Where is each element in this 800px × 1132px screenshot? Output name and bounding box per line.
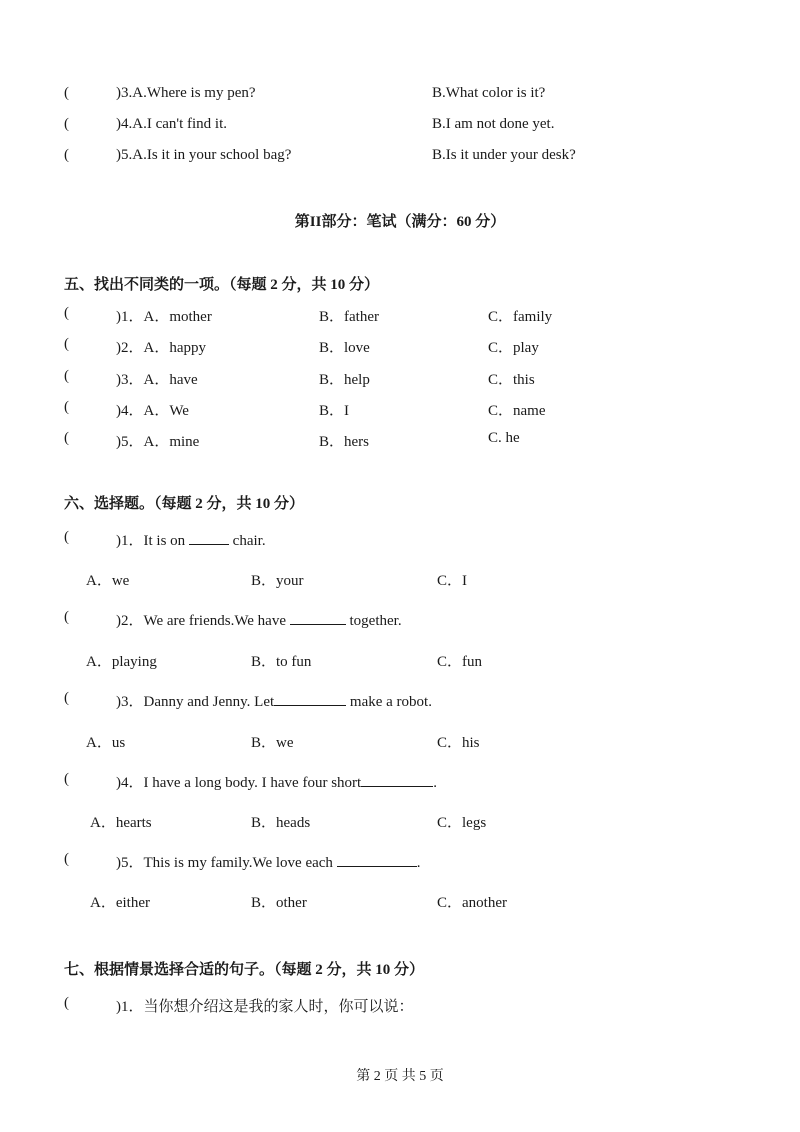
section6-options-4 [0,811,800,831]
section5-question-3 [0,368,800,388]
part2-title: 第II部分：笔试（满分：60 分） [294,214,506,230]
option-b: B．to fun [251,654,312,670]
option-c: C．play [488,340,539,356]
section7-heading: 七、根据情景选择合适的句子。（每题 2 分，共 10 分） [64,962,425,978]
section6-question-1 [0,529,800,549]
page-number: 第 2 页 共 5 页 [356,1069,444,1084]
option-a: A．us [86,735,126,751]
section6-question-3 [0,690,800,710]
answer-blank [274,691,346,706]
answer-paren: ( [64,368,69,384]
option-b: B．your [251,573,304,589]
question-stem [116,529,266,550]
answer-paren: ( [64,609,69,625]
question-stem [116,851,420,872]
answer-paren: ( [64,430,69,446]
section6-options-5 [0,891,800,911]
stem-text: )2．We are friends.We have [116,613,290,629]
answer-paren: ( [64,529,69,545]
answer-paren: ( [64,305,69,321]
option-c: C．his [437,735,480,751]
listening-question-5 [0,147,800,167]
section7-question-1 [0,995,800,1015]
option-a: A．playing [86,654,157,670]
section5-heading: 五、找出不同类的一项。（每题 2 分，共 10 分） [64,277,380,293]
option-a: A．we [86,573,130,589]
option-b: B．father [319,309,379,325]
option-a: )5.A.Is it in your school bag? [116,147,292,163]
stem-text: make a robot. [346,694,432,710]
section6-question-5 [0,851,800,871]
section6-options-3 [0,731,800,751]
option-b: B．heads [251,815,311,831]
option-a: )4．A．We [116,403,189,419]
section6-options-2 [0,650,800,670]
answer-blank [337,852,417,867]
section5-question-2 [0,336,800,356]
option-c: C．another [437,895,507,911]
option-b: B．we [251,735,294,751]
option-c: C．family [488,309,553,325]
option-b: B.I am not done yet. [432,116,555,132]
stem-text: . [416,855,421,871]
option-b: B.What color is it? [432,85,546,101]
option-b: B.Is it under your desk? [432,147,576,163]
stem-text: . [433,775,437,791]
option-a: )3.A.Where is my pen? [116,85,256,101]
option-b: B．I [319,403,350,419]
answer-paren: ( [64,399,69,415]
answer-paren: ( [64,85,69,101]
stem-text: )5．This is my family.We love each [116,855,337,871]
listening-question-3 [0,85,800,105]
answer-paren: ( [64,851,69,867]
stem-text: )1．It is on [116,533,189,549]
section5-question-4 [0,399,800,419]
stem-text: )4．I have a long body. I have four short [116,775,362,791]
option-c: C. he [488,430,520,446]
section5-question-1 [0,305,800,325]
option-c: C．legs [437,815,487,831]
question-stem [116,609,402,630]
option-c: C．I [437,573,468,589]
answer-blank [290,610,346,625]
section5-question-5 [0,430,800,450]
option-c: C．this [488,372,535,388]
section6-question-2 [0,609,800,629]
answer-blank [189,530,229,545]
answer-paren: ( [64,116,69,132]
option-b: B．love [319,340,370,356]
option-c: C．fun [437,654,483,670]
answer-paren: ( [64,147,69,163]
answer-paren: ( [64,995,69,1011]
option-c: C．name [488,403,546,419]
option-a: A．hearts [90,815,152,831]
option-b: B．help [319,372,370,388]
answer-paren: ( [64,690,69,706]
stem-text: together. [345,613,402,629]
answer-blank [361,772,433,787]
option-b: B．other [251,895,307,911]
stem-text: chair. [228,533,266,549]
section6-heading: 六、选择题。（每题 2 分，共 10 分） [64,496,305,512]
option-a: )5．A．mine [116,434,200,450]
option-a: )4.A.I can't find it. [116,116,228,132]
question-stem [116,690,432,711]
question-stem: )1．当你想介绍这是我的家人时，你可以说： [116,999,414,1015]
section6-question-4 [0,771,800,791]
stem-text: )3．Danny and Jenny. Let [116,694,275,710]
option-b: B．hers [319,434,369,450]
listening-question-4 [0,116,800,136]
option-a: A．either [90,895,150,911]
option-a: )2．A．happy [116,340,206,356]
option-a: )3．A．have [116,372,198,388]
answer-paren: ( [64,771,69,787]
question-stem [116,771,437,792]
answer-paren: ( [64,336,69,352]
section6-options-1 [0,569,800,589]
option-a: )1．A．mother [116,309,212,325]
